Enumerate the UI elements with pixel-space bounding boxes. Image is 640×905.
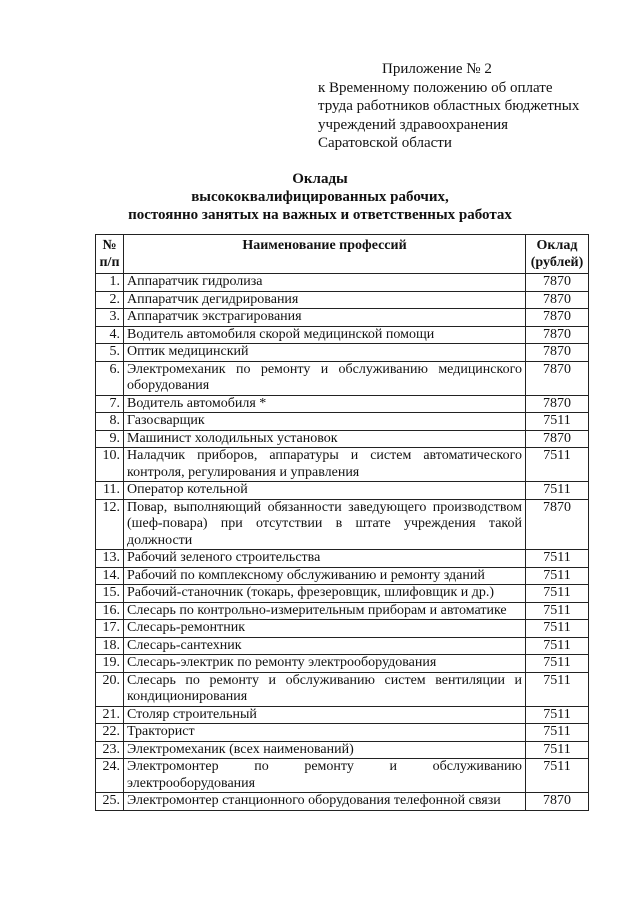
row-profession: Водитель автомобиля * [124, 395, 526, 413]
table-row [96, 413, 589, 431]
row-number: 23. [96, 741, 124, 759]
table-row [96, 567, 589, 585]
row-number: 14. [96, 567, 124, 585]
row-salary: 7870 [526, 430, 589, 448]
row-number: 18. [96, 637, 124, 655]
header-salary-line-1: Оклад [536, 238, 578, 253]
appendix-line: к Временному положению об оплате [318, 79, 553, 96]
row-number: 6. [96, 361, 124, 395]
row-number: 8. [96, 413, 124, 431]
row-salary: 7870 [526, 309, 589, 327]
salary-table [95, 234, 589, 811]
table-row [96, 637, 589, 655]
row-profession: Водитель автомобиля скорой медицинской помощи [124, 326, 526, 344]
row-profession: Тракторист [124, 724, 526, 742]
appendix-line: труда работников областных бюджетных [318, 98, 580, 114]
header-profession: Наименование профессий [124, 235, 526, 274]
row-salary: 7511 [526, 620, 589, 638]
row-profession: Аппаратчик дегидрирования [124, 291, 526, 309]
row-profession: Наладчик приборов, аппаратуры и систем автоматического контроля, регулирования и управления [124, 448, 526, 482]
row-profession: Рабочий по комплексному обслуживанию и ремонту зданий [124, 567, 526, 585]
table-row [96, 672, 589, 706]
row-salary: 7511 [526, 724, 589, 742]
row-number: 20. [96, 672, 124, 706]
row-profession: Рабочий-станочник (токарь, фрезеровщик, шлифовщик и др.) [124, 585, 526, 603]
row-salary: 7511 [526, 602, 589, 620]
table-row [96, 706, 589, 724]
row-salary: 7870 [526, 361, 589, 395]
row-profession: Электромонтер по ремонту и обслуживанию электрооборудования [124, 759, 526, 793]
row-salary: 7870 [526, 274, 589, 292]
row-salary: 7870 [526, 499, 589, 550]
row-profession: Газосварщик [124, 413, 526, 431]
row-number: 3. [96, 309, 124, 327]
row-number: 2. [96, 291, 124, 309]
row-number: 5. [96, 344, 124, 362]
appendix-line: Саратовской области [318, 135, 452, 151]
table-row [96, 326, 589, 344]
appendix-line: учреждений здравоохранения [318, 116, 509, 133]
row-profession: Электромеханик по ремонту и обслуживанию медицинского оборудования [124, 361, 526, 395]
row-profession: Слесарь-ремонтник [124, 620, 526, 638]
table-row [96, 430, 589, 448]
title-line-1: Оклады [292, 171, 348, 187]
row-salary: 7511 [526, 482, 589, 500]
row-salary: 7511 [526, 448, 589, 482]
row-number: 15. [96, 585, 124, 603]
row-salary: 7870 [526, 326, 589, 344]
row-number: 13. [96, 550, 124, 568]
row-number: 9. [96, 430, 124, 448]
row-salary: 7870 [526, 793, 589, 811]
row-salary: 7511 [526, 585, 589, 603]
table-row [96, 274, 589, 292]
row-number: 1. [96, 274, 124, 292]
row-salary: 7511 [526, 413, 589, 431]
table-body [96, 274, 589, 811]
row-number: 11. [96, 482, 124, 500]
row-salary: 7870 [526, 291, 589, 309]
row-number: 16. [96, 602, 124, 620]
row-salary: 7870 [526, 344, 589, 362]
table-row [96, 759, 589, 793]
header-number [96, 235, 124, 274]
row-profession: Слесарь-электрик по ремонту электрооборудования [124, 655, 526, 673]
row-number: 22. [96, 724, 124, 742]
row-profession: Оператор котельной [124, 482, 526, 500]
table-row [96, 620, 589, 638]
table-row [96, 793, 589, 811]
row-number: 17. [96, 620, 124, 638]
row-profession: Машинист холодильных установок [124, 430, 526, 448]
row-number: 4. [96, 326, 124, 344]
table-row [96, 395, 589, 413]
row-number: 25. [96, 793, 124, 811]
row-number: 19. [96, 655, 124, 673]
row-profession: Слесарь по ремонту и обслуживанию систем вентиляции и кондиционирования [124, 672, 526, 706]
row-salary: 7870 [526, 395, 589, 413]
row-salary: 7511 [526, 741, 589, 759]
table-row [96, 361, 589, 395]
row-profession: Электромонтер станционного оборудования телефонной связи [124, 793, 526, 811]
row-number: 12. [96, 499, 124, 550]
row-number: 21. [96, 706, 124, 724]
table-row [96, 585, 589, 603]
row-number: 7. [96, 395, 124, 413]
table-row [96, 448, 589, 482]
table-row [96, 550, 589, 568]
row-profession: Столяр строительный [124, 706, 526, 724]
header-number-line-2: п/п [99, 254, 120, 270]
header-number-line-1: № [102, 238, 117, 253]
appendix-number: Приложение № 2 [382, 61, 492, 77]
table-row [96, 291, 589, 309]
row-profession: Повар, выполняющий обязанности заведующего производством (шеф-повара) при отсутствии в штате учреждения такой должности [124, 499, 526, 550]
table-row [96, 344, 589, 362]
row-salary: 7511 [526, 655, 589, 673]
table-row [96, 724, 589, 742]
row-salary: 7511 [526, 550, 589, 568]
table-row [96, 655, 589, 673]
row-profession: Слесарь по контрольно-измерительным приборам и автоматике [124, 602, 526, 620]
row-profession: Электромеханик (всех наименований) [124, 741, 526, 759]
row-salary: 7511 [526, 706, 589, 724]
row-salary: 7511 [526, 637, 589, 655]
title-line-3: постоянно занятых на важных и ответственных работах [128, 207, 512, 223]
header-salary [526, 235, 589, 274]
row-profession: Слесарь-сантехник [124, 637, 526, 655]
row-profession: Рабочий зеленого строительства [124, 550, 526, 568]
row-salary: 7511 [526, 672, 589, 706]
table-row [96, 741, 589, 759]
appendix-block [318, 60, 618, 153]
row-profession: Аппаратчик экстрагирования [124, 309, 526, 327]
row-number: 10. [96, 448, 124, 482]
row-salary: 7511 [526, 759, 589, 793]
table-row [96, 499, 589, 550]
table-row [96, 482, 589, 500]
table-header-row [96, 235, 589, 274]
row-salary: 7511 [526, 567, 589, 585]
row-profession: Оптик медицинский [124, 344, 526, 362]
table-row [96, 309, 589, 327]
title-line-2: высококвалифицированных рабочих, [191, 189, 449, 205]
row-profession: Аппаратчик гидролиза [124, 274, 526, 292]
document-title [0, 170, 640, 224]
header-salary-line-2: (рублей) [530, 254, 584, 270]
table-row [96, 602, 589, 620]
row-number: 24. [96, 759, 124, 793]
